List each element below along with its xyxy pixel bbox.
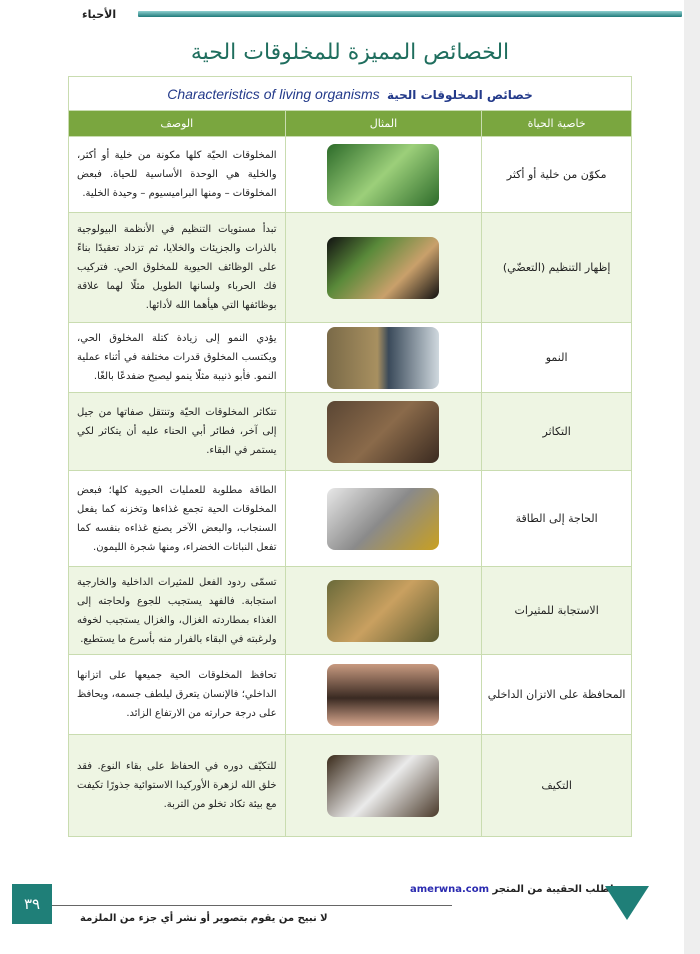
col-description: الوصف <box>69 111 286 137</box>
property-cell: المحافظة على الاتزان الداخلي <box>482 655 632 735</box>
store-text <box>410 884 614 895</box>
example-cell <box>285 655 482 735</box>
human-eye-image <box>327 664 439 726</box>
col-property: خاصية الحياة <box>482 111 632 137</box>
paramecium-image <box>327 144 439 206</box>
description-cell: تتكاثر المخلوقات الحيّة وتنتقل صفاتها من جيل إلى آخر، فطائر أبي الحناء عليه أن يتكاثر لكي يستمر في البقاء. <box>69 393 286 471</box>
table-row <box>69 471 632 567</box>
description-cell: تبدأ مستويات التنظيم في الأنظمة البيولوجية بالذرات والجزيئات والخلايا، ثم تزداد تعقيدًا بناءً على الوظائف الحيوية للمخلوق الحي. فتركيب فك الحرباء ولسانها الطويل مثلًا لهما علاقة بوظائفها التي هيأهما الله لأدائها. <box>69 213 286 323</box>
orchid-image <box>327 755 439 817</box>
description-cell: الطاقة مطلوبة للعمليات الحيوية كلها؛ فبعض المخلوقات الحية تجمع غذاءها وتخزنه كما يفعل السنجاب، والبعض الآخر يصنع غذاءه بنفسه كما تفعل النباتات الخضراء، ومنها شجرة الليمون. <box>69 471 286 567</box>
squirrel-image <box>327 488 439 550</box>
example-cell <box>285 393 482 471</box>
property-cell: إظهار التنظيم (التعضّي) <box>482 213 632 323</box>
property-cell: الحاجة إلى الطاقة <box>482 471 632 567</box>
col-example: المثال <box>285 111 482 137</box>
footer-divider <box>52 905 452 906</box>
property-cell: التكيف <box>482 735 632 837</box>
property-cell: الاستجابة للمثيرات <box>482 567 632 655</box>
property-cell: مكوّن من خلية أو أكثر <box>482 137 632 213</box>
table-row <box>69 567 632 655</box>
description-cell: المخلوقات الحيّة كلها مكونة من خلية أو أكثر، والخلية هي الوحدة الأساسية للحياة. فبعض المخلوقات – ومنها البراميسيوم – وحيدة الخلية. <box>69 137 286 213</box>
store-link[interactable]: amerwna.com <box>410 884 490 895</box>
property-cell: التكاثر <box>482 393 632 471</box>
example-cell <box>285 735 482 837</box>
caption-arabic: خصائص المخلوقات الحية <box>386 87 533 102</box>
example-cell <box>285 213 482 323</box>
logo-icon <box>605 886 649 920</box>
example-cell <box>285 471 482 567</box>
page-title: الخصائص المميزة للمخلوقات الحية <box>190 40 510 65</box>
description-cell: للتكيّف دوره في الحفاظ على بقاء النوع. فقد خلق الله لزهرة الأوركيدا الاستوائية جذورًا تكيفت مع بيئة تكاد تخلو من التربة. <box>69 735 286 837</box>
header-bar <box>138 11 682 17</box>
store-label: لطلب الحقيبة من المتجر <box>492 884 614 895</box>
description-cell: تحافظ المخلوقات الحية جميعها على اتزانها الداخلي؛ فالإنسان يتعرق ليلطف جسمه، ويحافظ على درجة حرارته من الارتفاع الزائد. <box>69 655 286 735</box>
page-number: ٣٩ <box>12 884 52 924</box>
example-cell <box>285 137 482 213</box>
description-cell: يؤدي النمو إلى زيادة كتلة المخلوق الحي، ويكتسب المخلوق قدرات مختلفة في أثناء عملية النمو. فأبو ذنيبة مثلًا ينمو ليصبح ضفدعًا بالغًا. <box>69 323 286 393</box>
table-row <box>69 655 632 735</box>
cheetah-image <box>327 580 439 642</box>
property-cell: النمو <box>482 323 632 393</box>
characteristics-table <box>68 76 632 837</box>
tadpole-frog-image <box>327 327 439 389</box>
subject-label: الأحياء <box>82 8 117 21</box>
description-cell: تسمّى ردود الفعل للمثيرات الداخلية والخارجية استجابة. فالفهد يستجيب للجوع ولحاجته إلى الغذاء بمطاردته الغزال، والغزال يستجيب لخوفه ولرغبته في البقاء بالفرار منه بأسرع ما يستطيع. <box>69 567 286 655</box>
copyright-notice: لا نبيح من يقوم بتصوير أو نشر أي جزء من الملزمة <box>80 913 328 924</box>
example-cell <box>285 323 482 393</box>
chameleon-image <box>327 237 439 299</box>
page-edge <box>684 0 700 954</box>
table-caption <box>69 77 632 111</box>
bird-nest-image <box>327 401 439 463</box>
example-cell <box>285 567 482 655</box>
table-row <box>69 323 632 393</box>
table-row <box>69 213 632 323</box>
table-row <box>69 735 632 837</box>
table-row <box>69 393 632 471</box>
caption-english: Characteristics of living organisms <box>167 85 380 102</box>
table-row <box>69 137 632 213</box>
